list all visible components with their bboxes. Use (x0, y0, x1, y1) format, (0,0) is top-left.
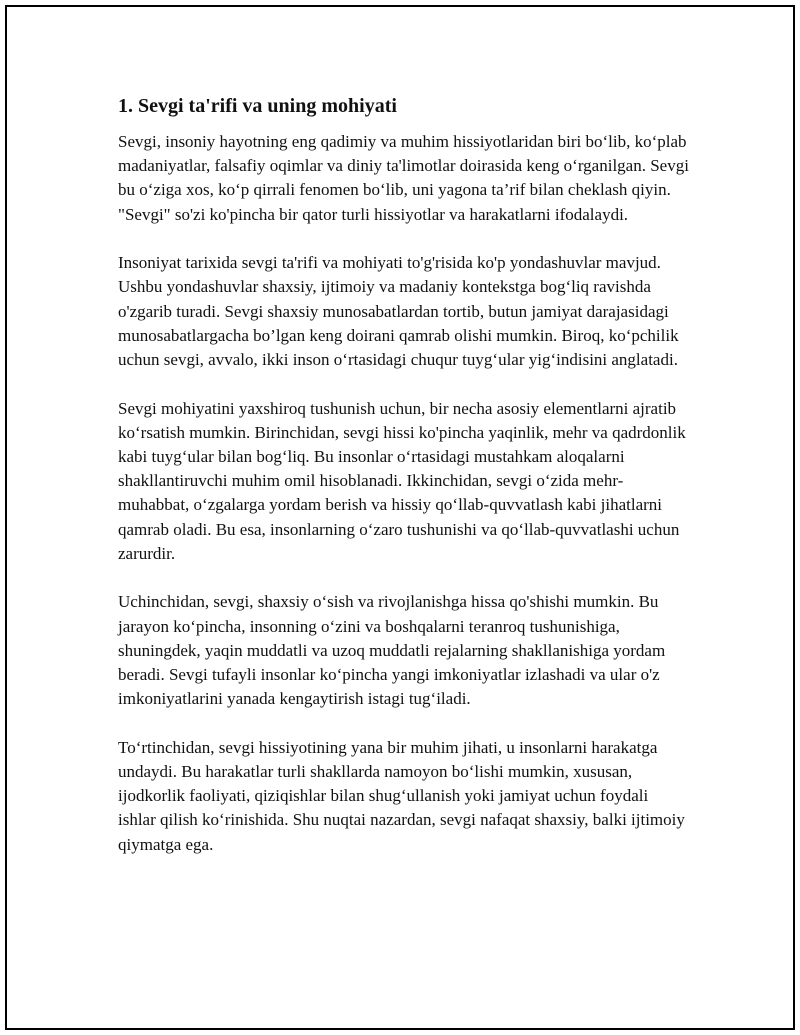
document-body (118, 92, 690, 881)
paragraph-4: Uchinchidan, sevgi, shaxsiy o‘sish va rivojlanishga hissa qo'shishi mumkin. Bu jarayon ko‘pincha, insonning o‘zini va boshqalarni teranroq tushunishiga, shuningdek, yaqin muddatli va uzoq muddatli rejalarning shakllanishiga yordam beradi. Sevgi tufayli insonlar ko‘pincha yangi imkoniyatlar izlashadi va ular o'z imkoniyatlarini yanada kengaytirish istagi tug‘iladi. (118, 592, 666, 709)
paragraph-1: Sevgi, insoniy hayotning eng qadimiy va muhim hissiyotlaridan biri bo‘lib, ko‘plab madaniyatlar, falsafiy oqimlar va diniy ta'limotlar doirasida keng o‘rganilgan. Sevgi bu o‘ziga xos, ko‘p qirrali fenomen bo‘lib, uni yagona ta’rif bilan cheklash qiyin. "Sevgi" so'zi ko'pincha bir qator turli hissiyotlar va harakatlarni ifodalaydi. (118, 132, 689, 224)
paragraph-3: Sevgi mohiyatini yaxshiroq tushunish uchun, bir necha asosiy elementlarni ajratib ko‘rsatish mumkin. Birinchidan, sevgi hissi ko'pincha yaqinlik, mehr va qadrdonlik kabi tuyg‘ular bilan bog‘liq. Bu insonlar o‘rtasidagi mustahkam aloqalarni shakllantiruvchi muhim omil hisoblanadi. Ikkinchidan, sevgi o‘zida mehr-muhabbat, o‘zgalarga yordam berish va hissiy qo‘llab-quvvatlash kabi jihatlarni qamrab oladi. Bu esa, insonlarning o‘zaro tushunishi va qo‘llab-quvvatlashi uchun zarurdir. (118, 398, 686, 563)
paragraph-5: To‘rtinchidan, sevgi hissiyotining yana bir muhim jihati, u insonlarni harakatga undaydi. Bu harakatlar turli shakllarda namoyon bo‘lishi mumkin, xususan, ijodkorlik faoliyati, qiziqishlar bilan shug‘ullanish yoki jamiyat uchun foydali ishlar qilish ko‘rinishida. Shu nuqtai nazardan, sevgi nafaqat shaxsiy, balki ijtimoiy qiymatga ega. (118, 737, 685, 854)
paragraph-2: Insoniyat tarixida sevgi ta'rifi va mohiyati to'g'risida ko'p yondashuvlar mavjud. Ushbu yondashuvlar shaxsiy, ijtimoiy va madaniy kontekstga bog‘liq ravishda o'zgarib turadi. Sevgi shaxsiy munosabatlardan tortib, butun jamiyat darajasidagi munosabatlargacha bo’lgan keng doirani qamrab olishi mumkin. Biroq, ko‘pchilik uchun sevgi, avvalo, ikki inson o‘rtasidagi chuqur tuyg‘ular yig‘indisini anglatadi. (118, 253, 679, 370)
section-heading: 1. Sevgi ta'rifi va uning mohiyati (118, 95, 397, 117)
